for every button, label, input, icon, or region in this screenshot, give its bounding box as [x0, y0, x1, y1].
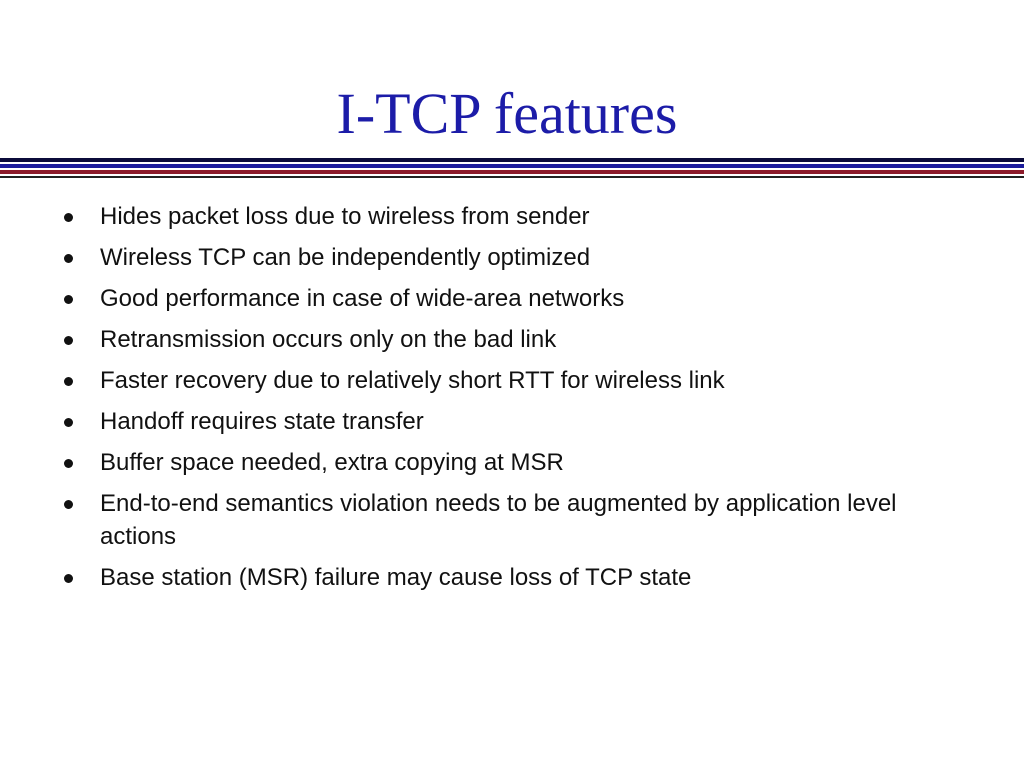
slide-title: I-TCP features: [336, 81, 678, 146]
bullet-item: [60, 405, 960, 438]
bullet-item: [60, 446, 960, 479]
bullet-text: Hides packet loss due to wireless from sender: [100, 203, 590, 230]
bullet-icon: [64, 574, 73, 583]
bullet-text: End-to-end semantics violation needs to be augmented by application level actions: [100, 490, 897, 550]
divider-line-blue: [0, 164, 1024, 168]
bullet-icon: [64, 295, 73, 304]
bullet-icon: [64, 377, 73, 386]
bullet-list: [60, 200, 960, 602]
bullet-item: [60, 323, 960, 356]
divider-line-bottom: [0, 176, 1024, 178]
bullet-text: Retransmission occurs only on the bad link: [100, 326, 557, 353]
bullet-icon: [64, 336, 73, 345]
bullet-text: Base station (MSR) failure may cause loss of TCP state: [100, 564, 692, 591]
bullet-text: Good performance in case of wide-area networks: [100, 285, 625, 312]
bullet-icon: [64, 459, 73, 468]
divider-line-top: [0, 158, 1024, 162]
bullet-text: Handoff requires state transfer: [100, 408, 424, 435]
bullet-icon: [64, 254, 73, 263]
bullet-text: Buffer space needed, extra copying at MSR: [100, 449, 564, 476]
divider-line-red: [0, 170, 1024, 174]
bullet-icon: [64, 418, 73, 427]
bullet-item: [60, 282, 960, 315]
bullet-text: Wireless TCP can be independently optimized: [100, 244, 591, 271]
bullet-text: Faster recovery due to relatively short RTT for wireless link: [100, 367, 725, 394]
bullet-item: [60, 200, 960, 233]
bullet-item: [60, 364, 960, 397]
bullet-item: [60, 487, 960, 553]
bullet-icon: [64, 500, 73, 509]
bullet-item: [60, 241, 960, 274]
bullet-icon: [64, 213, 73, 222]
bullet-item: [60, 561, 960, 594]
